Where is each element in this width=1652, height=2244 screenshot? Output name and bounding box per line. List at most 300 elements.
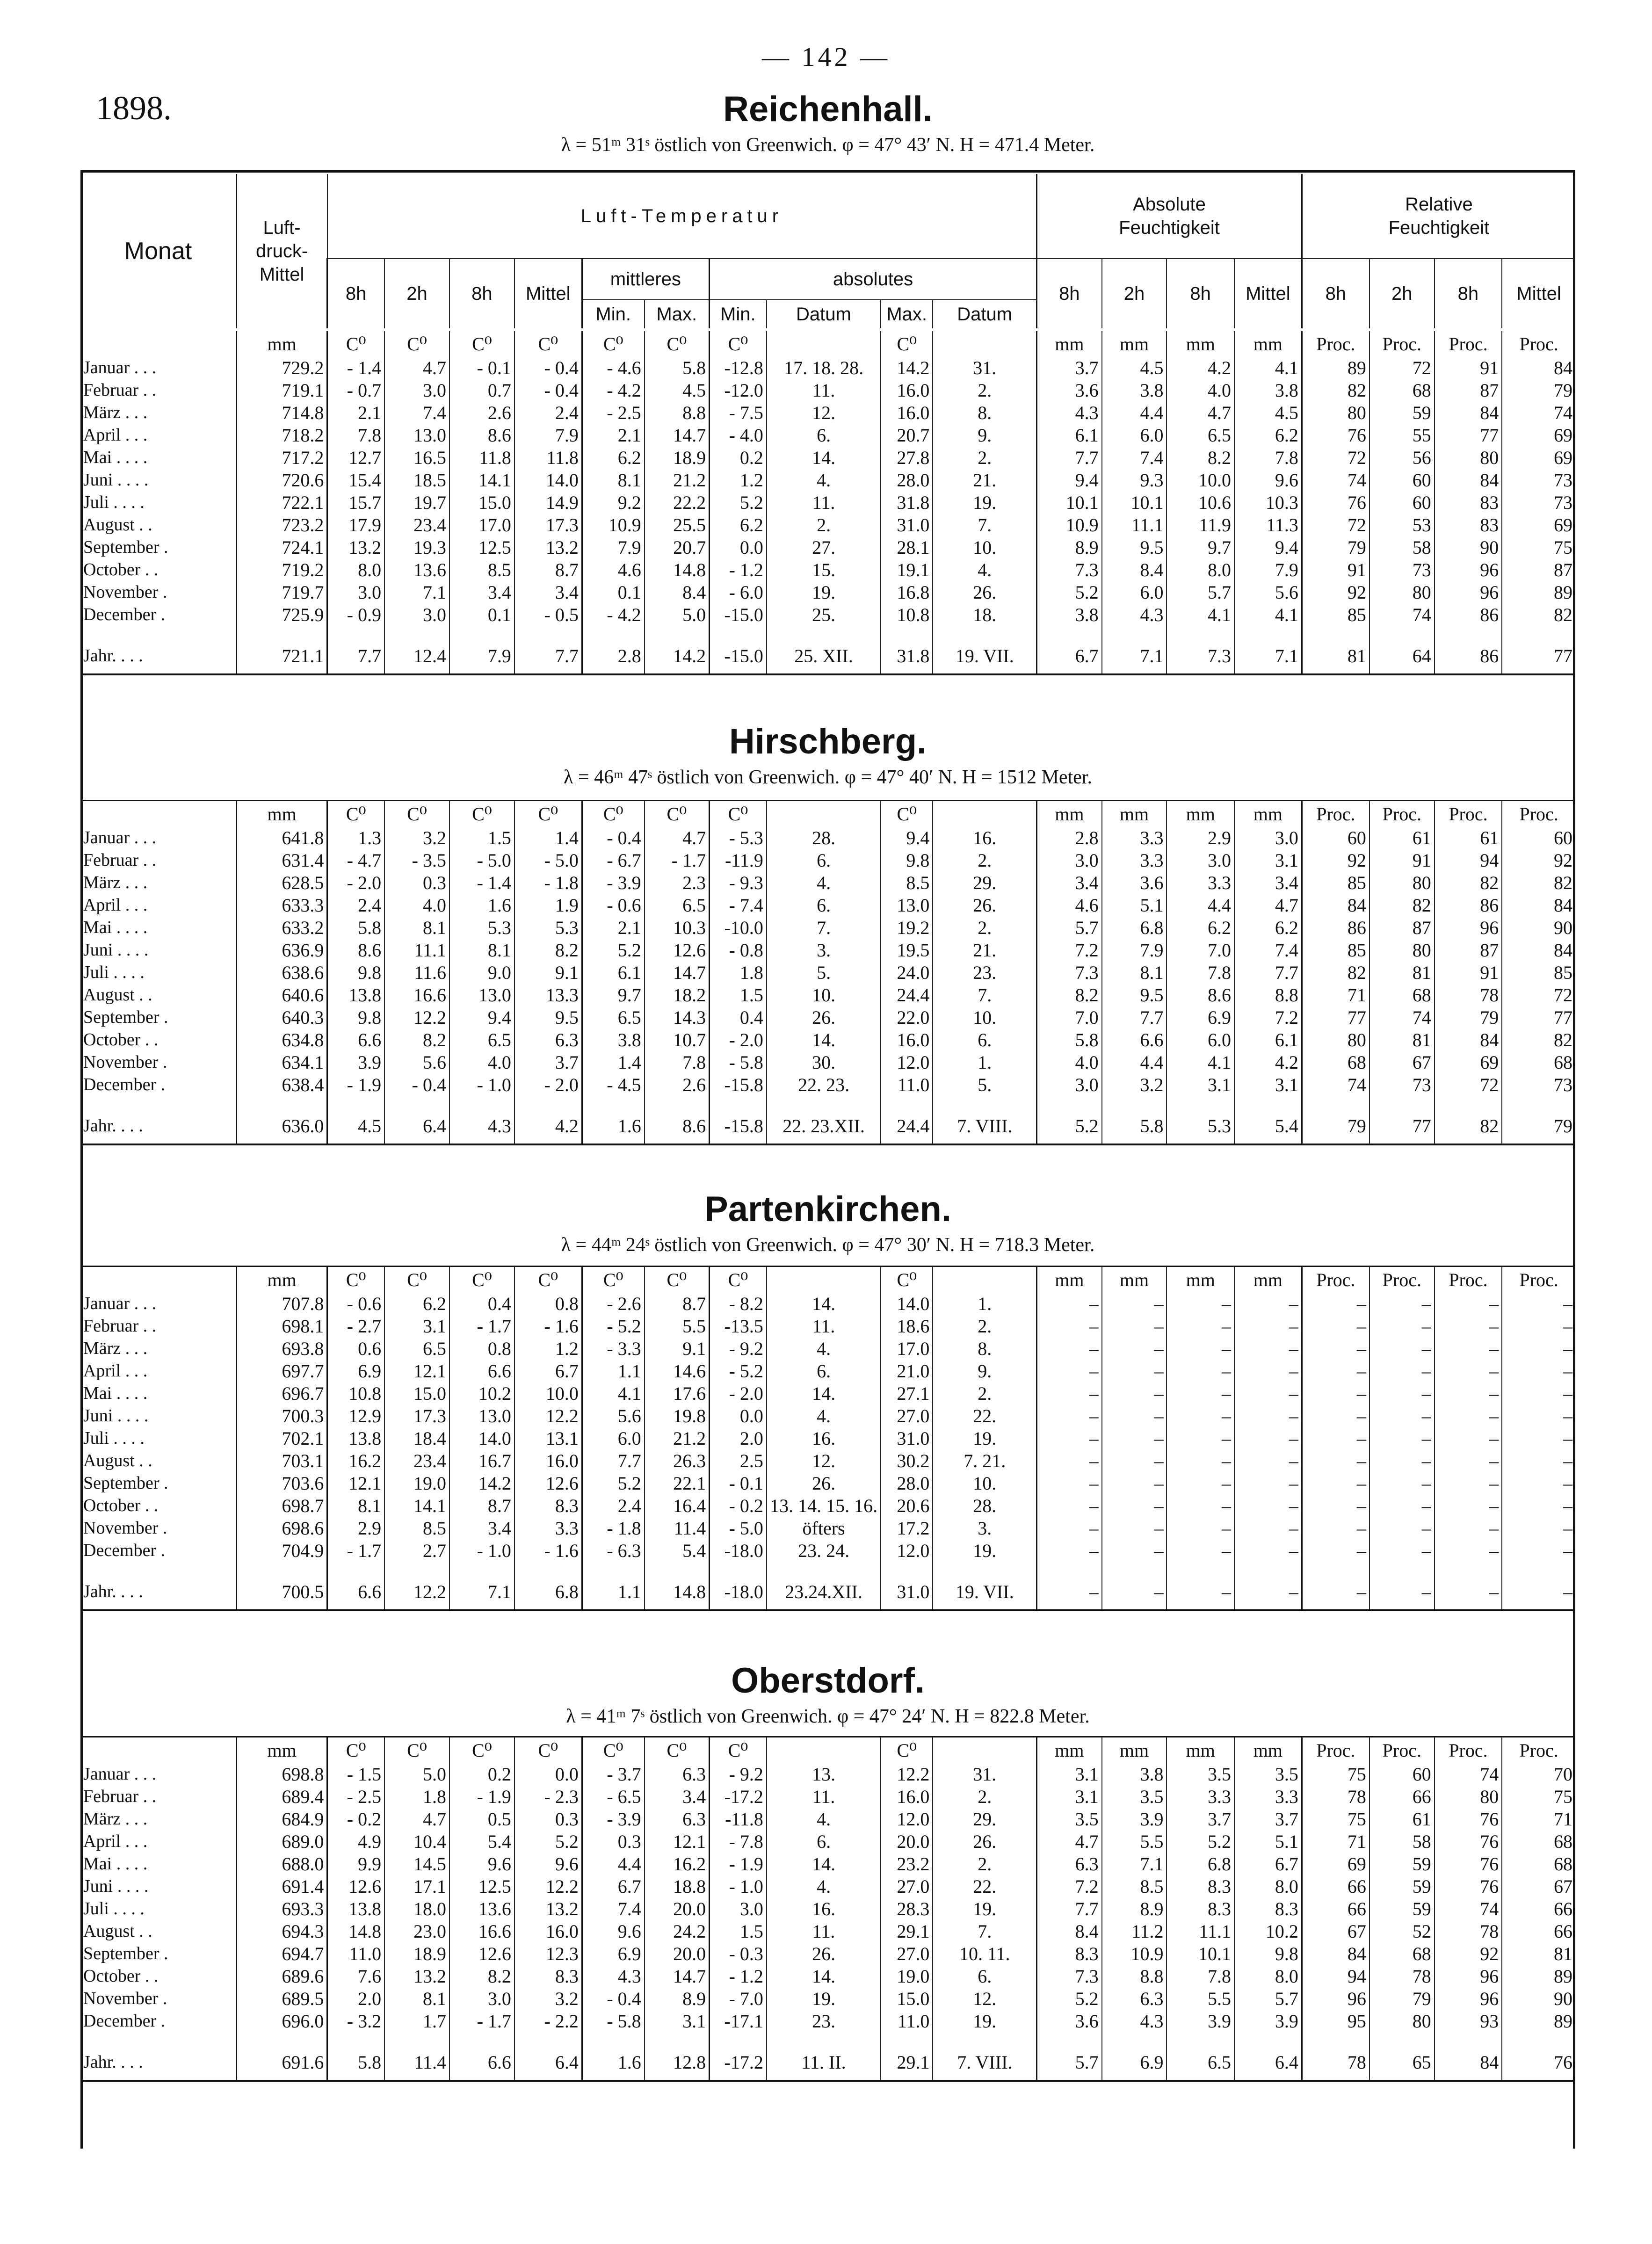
cell-value: – — [1502, 1574, 1575, 1610]
cell-value: 85 — [1502, 961, 1575, 984]
cell-value: 8.8 — [1102, 1965, 1167, 1987]
unit-label: mm — [236, 1737, 327, 1763]
header-absolutes-min-datum: Datum — [767, 300, 881, 328]
cell-value: 8.3 — [1167, 1875, 1234, 1897]
cell-value: – — [1502, 1404, 1575, 1427]
table-row — [80, 424, 1575, 446]
cell-value: 719.7 — [236, 581, 327, 603]
cell-value: 12.6 — [514, 1472, 582, 1494]
cell-value: 14.2 — [645, 638, 710, 674]
cell-value: 6.2 — [710, 514, 767, 536]
unit-label: Proc. — [1435, 1267, 1502, 1293]
year-label: 1898. — [96, 89, 172, 127]
cell-value: 5.3 — [1167, 1108, 1234, 1144]
cell-value: 70 — [1502, 1763, 1575, 1785]
spacer-cell — [1234, 1096, 1302, 1108]
table-row — [80, 536, 1575, 558]
table-row — [80, 1073, 1575, 1096]
station-data-table — [80, 1266, 1575, 1611]
month-name: October . . — [83, 1966, 159, 1986]
cell-value: 1.6 — [582, 2044, 644, 2081]
cell-value: 9.8 — [327, 1006, 384, 1028]
unit-label: C⁰ — [710, 801, 767, 827]
cell-value: 12.1 — [384, 1360, 449, 1382]
cell-value: 10.3 — [1234, 491, 1302, 514]
cell-value: 4.0 — [384, 894, 449, 916]
spacer-cell — [645, 1562, 710, 1574]
table-row — [80, 1449, 1575, 1472]
cell-value: 6.8 — [514, 1574, 582, 1610]
cell-value: 17.3 — [514, 514, 582, 536]
cell-value: 718.2 — [236, 424, 327, 446]
cell-value: 11.1 — [384, 939, 449, 961]
cell-value: 23. — [767, 2010, 881, 2032]
cell-value: 84 — [1435, 1028, 1502, 1051]
cell-value: 17.9 — [327, 514, 384, 536]
month-name: März . . . — [83, 1339, 148, 1358]
cell-value: 8.7 — [645, 1292, 710, 1315]
cell-value: 18.4 — [384, 1427, 449, 1449]
cell-value: – — [1502, 1449, 1575, 1472]
cell-value: 693.3 — [236, 1897, 327, 1920]
cell-value: 77 — [1435, 424, 1502, 446]
cell-value: 9.6 — [582, 1920, 644, 1942]
cell-value: 8.8 — [1234, 984, 1302, 1006]
cell-value: 78 — [1435, 1920, 1502, 1942]
unit-label: C⁰ — [881, 331, 933, 356]
cell-value: 0.4 — [449, 1292, 514, 1315]
header-luftdruck: Luft- druck- Mittel — [236, 174, 327, 328]
cell-value: 4.3 — [449, 1108, 514, 1144]
cell-value: öfters — [767, 1517, 881, 1539]
cell-value: 13.6 — [449, 1897, 514, 1920]
cell-value: 6.7 — [582, 1875, 644, 1897]
cell-value: - 2.5 — [582, 401, 644, 424]
cell-value: 27.1 — [881, 1382, 933, 1404]
cell-value: 82 — [1369, 894, 1435, 916]
cell-value: 84 — [1502, 939, 1575, 961]
cell-value: 9.7 — [582, 984, 644, 1006]
cell-value: 7.8 — [1167, 961, 1234, 984]
cell-value: 9. — [933, 424, 1036, 446]
cell-value: 7.8 — [1234, 446, 1302, 469]
unit-label: mm — [1102, 801, 1167, 827]
cell-value: 13.3 — [514, 984, 582, 1006]
cell-value: 8.5 — [881, 871, 933, 894]
cell-value: – — [1435, 1427, 1502, 1449]
cell-value: 14.1 — [449, 469, 514, 491]
cell-value: – — [1102, 1494, 1167, 1517]
cell-value: 1.6 — [582, 1108, 644, 1144]
cell-value: 3.7 — [1234, 1808, 1302, 1830]
cell-value: 6.2 — [582, 446, 644, 469]
cell-value: - 1.8 — [514, 871, 582, 894]
table-row — [80, 2010, 1575, 2032]
cell-value: 13.0 — [449, 984, 514, 1006]
cell-value: 3.0 — [384, 379, 449, 401]
cell-value: - 4.2 — [582, 379, 644, 401]
spacer-cell — [1234, 1562, 1302, 1574]
station-table-block — [80, 800, 1575, 1145]
cell-value: 84 — [1302, 894, 1369, 916]
month-name: August . . — [83, 1451, 152, 1470]
spacer-cell — [327, 2032, 384, 2044]
cell-value: 15.4 — [327, 469, 384, 491]
header-absolutes-max: Max. — [881, 300, 933, 328]
cell-value: 13.6 — [384, 558, 449, 581]
cell-value: 31.0 — [881, 1427, 933, 1449]
station-table-block — [80, 1266, 1575, 1611]
cell-value: 60 — [1302, 826, 1369, 849]
header-abs-8h: 8h — [1037, 259, 1102, 328]
spacer-cell — [384, 626, 449, 638]
cell-value: 9.8 — [1234, 1942, 1302, 1965]
cell-value: 94 — [1435, 849, 1502, 871]
cell-value: 7.2 — [1234, 1006, 1302, 1028]
cell-value: 14.7 — [645, 1965, 710, 1987]
unit-label: Proc. — [1435, 801, 1502, 827]
cell-value: - 2.2 — [514, 2010, 582, 2032]
cell-value: - 1.6 — [514, 1539, 582, 1562]
cell-value: 76 — [1302, 424, 1369, 446]
annual-row — [80, 1108, 1575, 1144]
cell-value: 8. — [933, 401, 1036, 424]
cell-value: 16. — [767, 1897, 881, 1920]
cell-value: 4.7 — [1234, 894, 1302, 916]
spacer-cell — [1102, 1096, 1167, 1108]
cell-value: 87 — [1435, 939, 1502, 961]
cell-value: 7.3 — [1167, 638, 1234, 674]
cell-value: -17.2 — [710, 1785, 767, 1808]
station-reichenhall-heading — [80, 89, 1575, 156]
header-abs-mittel: Mittel — [1234, 259, 1302, 328]
cell-value: - 2.0 — [710, 1028, 767, 1051]
unit-label — [767, 1737, 881, 1763]
month-name: Februar . . — [83, 380, 157, 400]
cell-value: 22. 23. — [767, 1073, 881, 1096]
cell-value: 16.6 — [384, 984, 449, 1006]
cell-value: - 5.0 — [710, 1517, 767, 1539]
unit-row — [80, 1267, 1575, 1293]
cell-value: 638.6 — [236, 961, 327, 984]
cell-value: 12.9 — [327, 1404, 384, 1427]
month-name: November . — [83, 1052, 167, 1072]
cell-value: 631.4 — [236, 849, 327, 871]
cell-value: 2.1 — [582, 424, 644, 446]
unit-label: C⁰ — [384, 331, 449, 356]
cell-value: 2. — [767, 514, 881, 536]
cell-value: 11.8 — [449, 446, 514, 469]
cell-value: 16.4 — [645, 1494, 710, 1517]
cell-value: 10.6 — [1167, 491, 1234, 514]
row-spacer — [80, 1096, 1575, 1108]
cell-value: 4.1 — [1167, 603, 1234, 626]
cell-value: - 0.1 — [710, 1472, 767, 1494]
month-name: Juni . . . . — [83, 470, 149, 490]
cell-value: 9.6 — [514, 1853, 582, 1875]
cell-value: 22. 23.XII. — [767, 1108, 881, 1144]
cell-value: 8.1 — [582, 469, 644, 491]
cell-value: - 1.7 — [645, 849, 710, 871]
cell-value: 3.7 — [514, 1051, 582, 1073]
cell-value: 5.4 — [449, 1830, 514, 1853]
cell-value: 3. — [767, 939, 881, 961]
cell-value: 20.7 — [881, 424, 933, 446]
cell-value: 14.8 — [645, 1574, 710, 1610]
cell-value: 6.7 — [1037, 638, 1102, 674]
cell-value: 66 — [1502, 1897, 1575, 1920]
cell-value: 24.0 — [881, 961, 933, 984]
cell-value: – — [1369, 1574, 1435, 1610]
cell-value: 725.9 — [236, 603, 327, 626]
cell-value: 11.9 — [1167, 514, 1234, 536]
cell-value: 7.7 — [1037, 446, 1102, 469]
cell-value: 8.5 — [1102, 1875, 1167, 1897]
cell-value: 29.1 — [881, 2044, 933, 2081]
cell-value: 4. — [767, 469, 881, 491]
cell-value: – — [1167, 1337, 1234, 1360]
cell-value: 3.0 — [1037, 1073, 1102, 1096]
cell-value: 12.3 — [514, 1942, 582, 1965]
cell-value: 12.6 — [327, 1875, 384, 1897]
cell-value: 696.0 — [236, 2010, 327, 2032]
spacer-cell — [1502, 1562, 1575, 1574]
annual-row — [80, 1574, 1575, 1610]
cell-value: 3.7 — [1037, 356, 1102, 379]
cell-value: 68 — [1502, 1830, 1575, 1853]
cell-value: – — [1234, 1382, 1302, 1404]
spacer-cell — [514, 1562, 582, 1574]
cell-value: - 0.5 — [514, 603, 582, 626]
cell-value: 27.8 — [881, 446, 933, 469]
cell-value: 689.4 — [236, 1785, 327, 1808]
cell-value: 1.8 — [710, 961, 767, 984]
cell-value: - 0.4 — [582, 826, 644, 849]
cell-value: 15.0 — [449, 491, 514, 514]
cell-value: 31. — [933, 1763, 1036, 1785]
spacer-cell — [449, 626, 514, 638]
cell-value: 1. — [933, 1051, 1036, 1073]
cell-value: 3.4 — [514, 581, 582, 603]
table-row — [80, 849, 1575, 871]
unit-label — [933, 1737, 1036, 1763]
cell-value: -13.5 — [710, 1315, 767, 1337]
month-name: November . — [83, 1518, 167, 1538]
cell-value: 18.5 — [384, 469, 449, 491]
cell-value: 15.0 — [881, 1987, 933, 2010]
cell-value: 71 — [1302, 984, 1369, 1006]
cell-value: 7.3 — [1037, 558, 1102, 581]
spacer-cell — [1369, 2032, 1435, 2044]
cell-value: -10.0 — [710, 916, 767, 939]
cell-value: 694.7 — [236, 1942, 327, 1965]
cell-value: 14. — [767, 1382, 881, 1404]
cell-value: 69 — [1502, 446, 1575, 469]
cell-value: 3.1 — [384, 1315, 449, 1337]
cell-value: 641.8 — [236, 826, 327, 849]
unit-label: Proc. — [1302, 1737, 1369, 1763]
cell-value: 7.9 — [582, 536, 644, 558]
cell-value: 7.7 — [1102, 1006, 1167, 1028]
cell-value: 14.7 — [645, 961, 710, 984]
spacer-cell — [1302, 2032, 1369, 2044]
cell-value: 19.5 — [881, 939, 933, 961]
cell-value: - 0.9 — [327, 603, 384, 626]
cell-value: 6. — [767, 894, 881, 916]
cell-value: 9.6 — [1234, 469, 1302, 491]
cell-value: – — [1102, 1472, 1167, 1494]
cell-value: 67 — [1502, 1875, 1575, 1897]
cell-value: 59 — [1369, 1897, 1435, 1920]
cell-value: 9.2 — [582, 491, 644, 514]
cell-value: – — [1302, 1382, 1369, 1404]
cell-value: 93 — [1435, 2010, 1502, 2032]
cell-value: 2.9 — [327, 1517, 384, 1539]
cell-value: 8.4 — [645, 581, 710, 603]
cell-value: – — [1037, 1494, 1102, 1517]
cell-value: 719.1 — [236, 379, 327, 401]
cell-value: 12.8 — [645, 2044, 710, 2081]
cell-value: 697.7 — [236, 1360, 327, 1382]
cell-value: 6.5 — [1167, 424, 1234, 446]
cell-value: 11.0 — [327, 1942, 384, 1965]
cell-value: 1.2 — [710, 469, 767, 491]
month-name: Februar . . — [83, 1316, 157, 1336]
cell-value: 22. — [933, 1875, 1036, 1897]
month-name: April . . . — [83, 895, 148, 915]
month-name: Januar . . . — [83, 828, 157, 847]
cell-value: 60 — [1502, 826, 1575, 849]
cell-value: 12.0 — [881, 1051, 933, 1073]
column-header-table — [80, 174, 1575, 328]
cell-value: 689.6 — [236, 1965, 327, 1987]
month-name: Februar . . — [83, 1787, 157, 1806]
header-8h-evening: 8h — [449, 259, 514, 328]
unit-label: mm — [1037, 801, 1102, 827]
unit-row — [80, 331, 1575, 356]
cell-value: 2.7 — [384, 1539, 449, 1562]
month-name: Mai . . . . — [83, 918, 148, 937]
cell-value: - 3.9 — [582, 871, 644, 894]
cell-value: 3.4 — [645, 1785, 710, 1808]
cell-value: 84 — [1435, 401, 1502, 424]
cell-value: 52 — [1369, 1920, 1435, 1942]
cell-value: 8.4 — [1102, 558, 1167, 581]
unit-label: C⁰ — [327, 801, 384, 827]
cell-value: 28. — [933, 1494, 1036, 1517]
cell-value: 6.0 — [1102, 581, 1167, 603]
table-row — [80, 1875, 1575, 1897]
cell-value: 3.3 — [1167, 1785, 1234, 1808]
cell-value: – — [1102, 1427, 1167, 1449]
month-name: März . . . — [83, 403, 148, 422]
cell-value: 5.0 — [384, 1763, 449, 1785]
cell-value: 16.8 — [881, 581, 933, 603]
cell-value: 65 — [1369, 2044, 1435, 2081]
cell-value: – — [1234, 1449, 1302, 1472]
cell-value: 5.7 — [1037, 2044, 1102, 2081]
cell-value: - 7.5 — [710, 401, 767, 424]
cell-value: 80 — [1302, 401, 1369, 424]
table-row — [80, 1942, 1575, 1965]
cell-value: - 9.2 — [710, 1337, 767, 1360]
cell-value: 4.0 — [449, 1051, 514, 1073]
cell-value: 3.1 — [1037, 1763, 1102, 1785]
cell-value: 7.1 — [1102, 638, 1167, 674]
cell-value: 6. — [933, 1965, 1036, 1987]
cell-value: - 8.2 — [710, 1292, 767, 1315]
station-title: Oberstdorf. — [731, 1661, 925, 1701]
cell-value: 4.2 — [514, 1108, 582, 1144]
cell-value: 91 — [1435, 356, 1502, 379]
cell-value: 27.0 — [881, 1404, 933, 1427]
cell-value: 2.8 — [582, 638, 644, 674]
cell-value: – — [1102, 1404, 1167, 1427]
unit-label: mm — [1037, 1737, 1102, 1763]
cell-value: 11.1 — [1102, 514, 1167, 536]
cell-value: – — [1435, 1472, 1502, 1494]
cell-value: - 0.6 — [582, 894, 644, 916]
spacer-cell — [710, 626, 767, 638]
station-data-table — [80, 800, 1575, 1145]
cell-value: 10.1 — [1102, 491, 1167, 514]
cell-value: 81 — [1369, 1028, 1435, 1051]
cell-value: - 1.6 — [514, 1315, 582, 1337]
cell-value: 12.7 — [327, 446, 384, 469]
cell-value: 10. — [933, 536, 1036, 558]
cell-value: 3.6 — [1037, 2010, 1102, 2032]
cell-value: 7.7 — [327, 638, 384, 674]
unit-label: C⁰ — [449, 331, 514, 356]
cell-value: - 1.9 — [327, 1073, 384, 1096]
spacer-cell — [1037, 2032, 1102, 2044]
cell-value: 634.8 — [236, 1028, 327, 1051]
cell-value: 19. — [933, 2010, 1036, 2032]
cell-value: 28.0 — [881, 1472, 933, 1494]
month-name: April . . . — [83, 1831, 148, 1851]
cell-value: 12.1 — [645, 1830, 710, 1853]
cell-value: 85 — [1302, 939, 1369, 961]
spacer-cell — [933, 1096, 1036, 1108]
cell-value: - 1.2 — [710, 1965, 767, 1987]
cell-value: 9.1 — [514, 961, 582, 984]
cell-value: - 0.8 — [710, 939, 767, 961]
cell-value: 26. — [767, 1006, 881, 1028]
cell-value: 3.4 — [449, 1517, 514, 1539]
cell-value: 11. — [767, 379, 881, 401]
cell-value: 8.1 — [384, 1987, 449, 2010]
cell-value: 74 — [1435, 1897, 1502, 1920]
spacer-cell — [1435, 626, 1502, 638]
cell-value: 689.0 — [236, 1830, 327, 1853]
station-heading — [80, 724, 1575, 789]
station-heading — [80, 1663, 1575, 1728]
cell-value: 2.8 — [1037, 826, 1102, 849]
cell-value: 9. — [933, 1360, 1036, 1382]
cell-value: 7. — [933, 984, 1036, 1006]
cell-value: 7.7 — [1037, 1897, 1102, 1920]
spacer-cell — [449, 2032, 514, 2044]
table-row — [80, 1987, 1575, 2010]
spacer-cell — [1167, 1096, 1234, 1108]
cell-value: 20.0 — [881, 1830, 933, 1853]
cell-value: 6.6 — [327, 1574, 384, 1610]
cell-value: 66 — [1502, 1920, 1575, 1942]
cell-value: 3.5 — [1167, 1763, 1234, 1785]
cell-value: 91 — [1369, 849, 1435, 871]
cell-value: 4. — [933, 558, 1036, 581]
cell-value: 4.7 — [384, 356, 449, 379]
